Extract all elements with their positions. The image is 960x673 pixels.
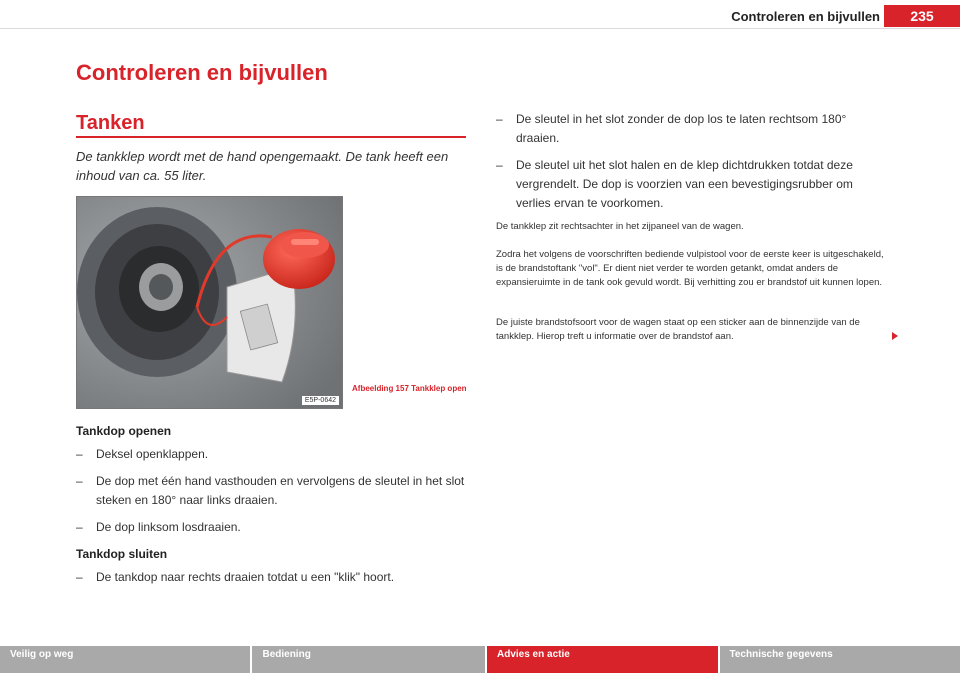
tab-bediening[interactable]: Bediening — [252, 646, 485, 673]
figure-caption: Afbeelding 157 Tankklep open — [352, 384, 467, 393]
list-item: – De sleutel in het slot zonder de dop los te laten rechtsom 180° draaien. — [496, 112, 847, 145]
open-heading: Tankdop openen — [76, 424, 172, 438]
section-title: Tanken — [76, 112, 145, 134]
tab-advies-en-actie[interactable]: Advies en actie — [487, 646, 718, 673]
figure-code: E5P-0642 — [302, 396, 339, 405]
header-rule — [0, 28, 960, 29]
fuel-flap-figure — [76, 196, 343, 409]
tab-veilig-op-weg[interactable]: Veilig op weg — [0, 646, 250, 673]
running-header: Controleren en bijvullen — [731, 9, 880, 24]
section-rule — [76, 136, 466, 138]
note-fuel-type: De juiste brandstofsoort voor de wagen staat op een sticker aan de binnenzijde van de tankklep. Hierop treft u informatie over de brandstof aan. — [496, 317, 860, 342]
close-heading: Tankdop sluiten — [76, 547, 168, 561]
list-item: – De sleutel uit het slot halen en de klep dichtdrukken totdat deze vergrendelt. De dop is voorzien van een bevestigingsrubber om verlies ervan te voorkomen. — [496, 158, 853, 210]
list-item: – Deksel openklappen. — [76, 447, 209, 461]
intro-text: De tankklep wordt met de hand opengemaakt. De tank heeft een inhoud van ca. 55 liter. — [76, 149, 449, 183]
page-title: Controleren en bijvullen — [76, 60, 328, 85]
continue-arrow-icon — [892, 332, 898, 340]
fuel-flap-illustration — [77, 197, 343, 409]
list-item: – De tankdop naar rechts draaien totdat u een "klik" hoort. — [76, 570, 395, 584]
list-item: – De dop met één hand vasthouden en vervolgens de sleutel in het slot steken en 180° naar links draaien. — [76, 474, 465, 507]
note-location: De tankklep zit rechtsachter in het zijpaneel van de wagen. — [496, 221, 744, 232]
footer-nav — [0, 646, 960, 673]
tab-technische-gegevens[interactable]: Technische gegevens — [720, 646, 960, 673]
note-full-tank: Zodra het volgens de voorschriften bediende vulpistool voor de eerste keer is uitgeschakeld, is de brandstoftank "vol". Er dient niet verder te worden getankt, omdat anders de expansieruimte in de tank ook gevuld wordt. Bij verhitting zou er brandstof uit kunnen lopen. — [496, 249, 884, 288]
page-number: 235 — [884, 5, 960, 27]
list-item: – De dop linksom losdraaien. — [76, 520, 241, 534]
